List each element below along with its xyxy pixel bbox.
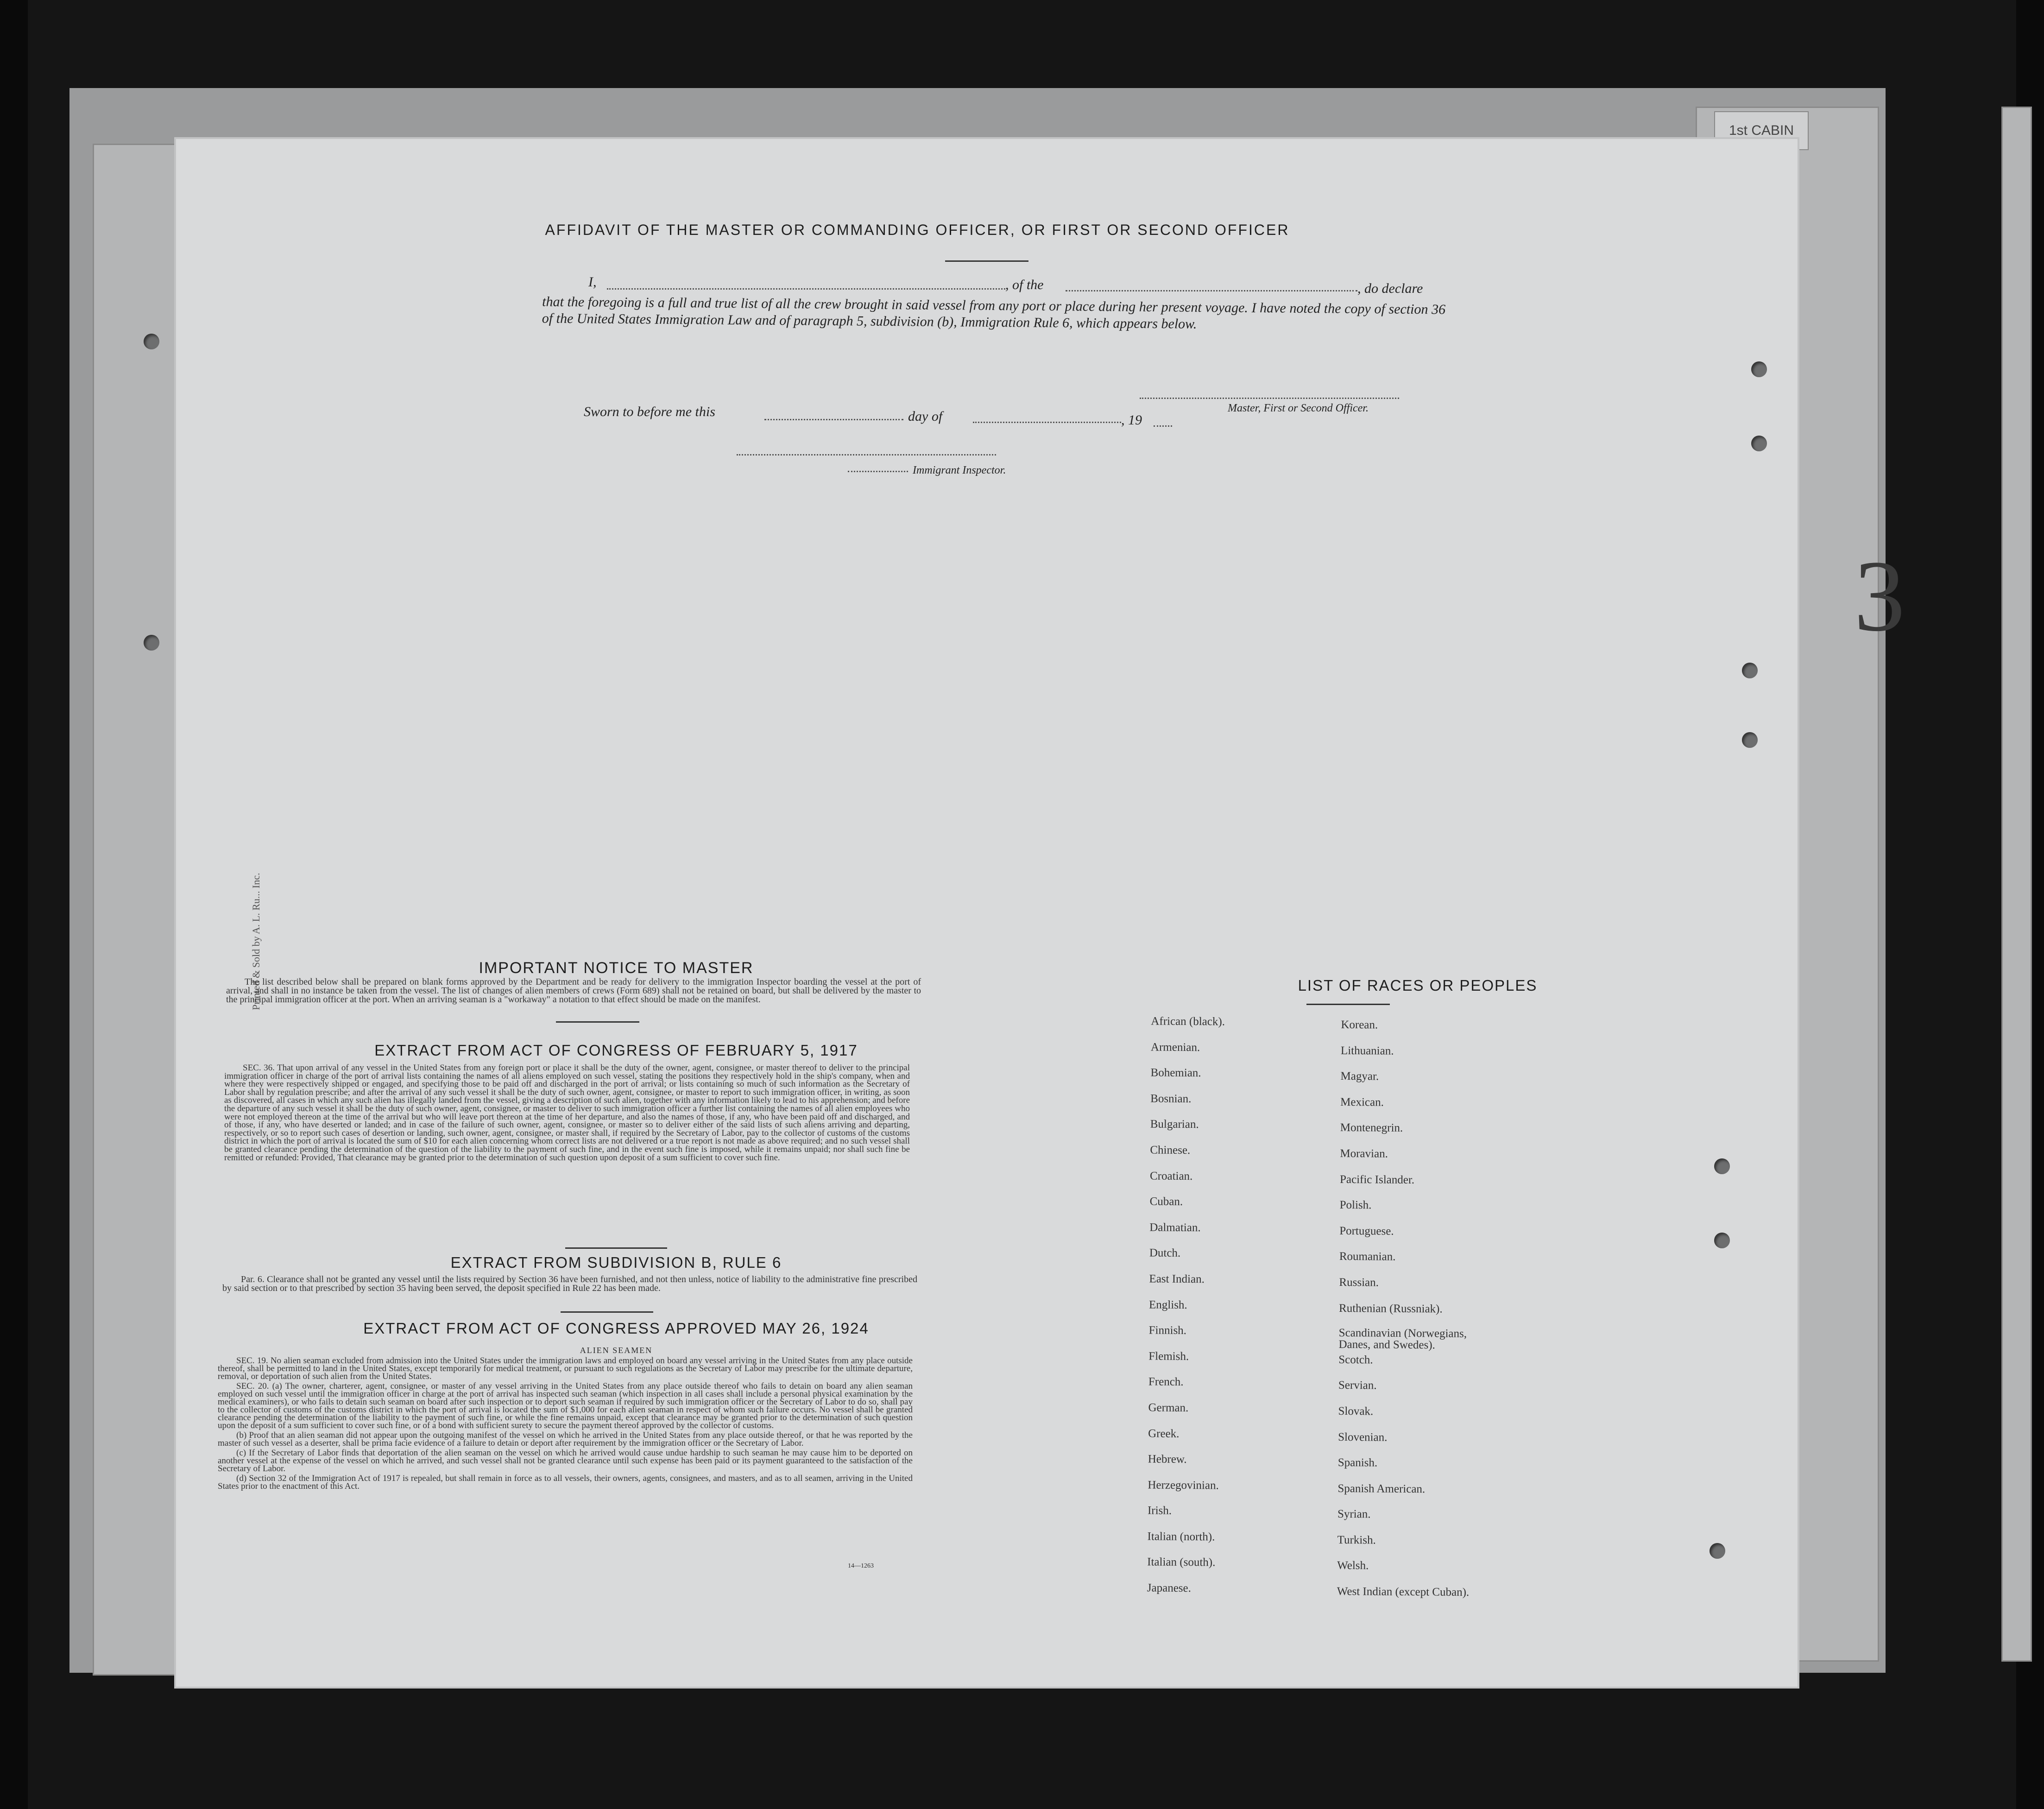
punch-hole [1714, 1233, 1730, 1248]
race-item: Herzegovinian. [1148, 1479, 1219, 1492]
races-title: LIST OF RACES OR PEOPLES [1298, 977, 1538, 994]
affidavit-body: that the foregoing is a full and true list of all the crew brought in said vessel from any port or place during her present voyage. I have noted the copy of section 36 of the United States Immigration Law and of paragraph 5, subdivision (b), Immigration Rule 6, which appears below. [542, 294, 1446, 332]
race-item: Korean. [1341, 1018, 1378, 1031]
race-item: Flemish. [1148, 1350, 1189, 1363]
race-item: Roumanian. [1339, 1250, 1396, 1264]
race-item: Hebrew. [1148, 1453, 1187, 1466]
races-rule [1306, 1004, 1390, 1005]
race-item: Russian. [1339, 1276, 1379, 1289]
race-item: Chinese. [1150, 1144, 1191, 1157]
sworn-month-field[interactable] [973, 422, 1121, 423]
race-item: Montenegrin. [1340, 1121, 1403, 1135]
race-item: West Indian (except Cuban). [1337, 1585, 1470, 1599]
extract-rule6-title: EXTRACT FROM SUBDIVISION B, RULE 6 [450, 1254, 782, 1271]
race-item: Ruthenian (Russniak). [1339, 1302, 1443, 1316]
punch-hole [1751, 436, 1767, 451]
race-item: Spanish. [1337, 1456, 1378, 1469]
race-item: Turkish. [1337, 1533, 1376, 1547]
race-item: Greek. [1148, 1427, 1180, 1440]
race-item: Spanish American. [1337, 1482, 1426, 1495]
race-item: Bulgarian. [1150, 1118, 1199, 1131]
punch-hole [144, 635, 159, 651]
race-item: Servian. [1338, 1379, 1377, 1392]
extract-rule6-rule [561, 1311, 653, 1313]
race-item: Scotch. [1338, 1353, 1373, 1366]
inspector-signature-label: Immigrant Inspector. [913, 464, 1006, 476]
extract-rule6-paragraph: Par. 6. Clearance shall not be granted any vessel until the lists required by Section 36 have been furnished, and not then unless, notice of liability to the administrative fine prescribed by said section or to that prescribed by section 35 having been served, the deposit specified in Rule 22 has been made. [222, 1274, 917, 1293]
race-item: Mexican. [1340, 1095, 1384, 1109]
master-signature-label: Master, First or Second Officer. [1228, 402, 1369, 414]
race-item: Lithuanian. [1340, 1044, 1394, 1057]
affidavit-i: I, [588, 274, 597, 290]
race-item: Bohemian. [1150, 1066, 1201, 1080]
race-item: Moravian. [1340, 1147, 1388, 1160]
sworn-text: Sworn to before me this [584, 404, 715, 419]
race-item: Syrian. [1337, 1508, 1371, 1521]
race-item: Finnish. [1148, 1324, 1187, 1337]
race-item: Armenian. [1150, 1041, 1200, 1054]
race-item: German. [1148, 1401, 1189, 1414]
affidavit-title: AFFIDAVIT OF THE MASTER OR COMMANDING OFFICER, OR FIRST OR SECOND OFFICER [545, 221, 1290, 238]
extract-1924-paragraph: (c) If the Secretary of Labor finds that deportation of the alien seaman on the vessel on which he arrived would cause undue hardship to such seaman he may cause him to be deported on another vessel at the expense of the vessel on which he arrived, and such vessel shall not be granted clearance until such expense has been paid or its payment guaranteed to the satisfaction of the Secretary of Labor. [218, 1448, 913, 1474]
races-left-column [1147, 1014, 1225, 1607]
sworn-day-field[interactable] [764, 419, 903, 420]
day-of-text: day of [908, 409, 943, 424]
race-item: Dutch. [1149, 1246, 1181, 1260]
extract-1924-title: EXTRACT FROM ACT OF CONGRESS APPROVED MAY 26, 1924 [363, 1320, 869, 1337]
race-item: African (black). [1151, 1015, 1225, 1028]
race-item: Slovenian. [1338, 1430, 1388, 1444]
notice-title: IMPORTANT NOTICE TO MASTER [479, 959, 754, 977]
race-item: Magyar. [1340, 1070, 1379, 1083]
race-item: East Indian. [1149, 1272, 1205, 1286]
race-item: Italian (south). [1147, 1556, 1216, 1569]
form-number: 14—1263 [848, 1562, 874, 1569]
race-item: Italian (north). [1147, 1530, 1215, 1543]
affidavit-title-rule [945, 260, 1028, 262]
notice-paragraph: The list described below shall be prepared on blank forms approved by the Department and be ready for delivery to the immigration Inspector boarding the vessel at the port of arrival, and shall in no instance be taken from the vessel. The list of changes of alien members of crews (Form 689) shall not be retained on board, but shall be delivered by the master to the principal immigration officer at the port. When an arriving seaman is a "workaway" a notation to that effect should be made on the manifest. [226, 977, 921, 1005]
race-item: Pacific Islander. [1339, 1173, 1415, 1186]
extract-1924-text [218, 1357, 913, 1492]
extract-rule6-text [222, 1275, 917, 1295]
inspector-signature-line-2[interactable] [848, 471, 908, 472]
race-item: Slovak. [1338, 1404, 1374, 1418]
vessel-field[interactable] [1066, 290, 1357, 291]
affidavit-of-the: , of the [1005, 277, 1044, 292]
master-signature-line[interactable] [1140, 398, 1399, 399]
film-strip-left [0, 0, 28, 1809]
punch-hole [1742, 732, 1758, 748]
year-text: , 19 [1121, 412, 1142, 428]
extract-1924-paragraph: (d) Section 32 of the Immigration Act of 1917 is repealed, but shall remain in force as to all vessels, their owners, agents, consignees, and masters, and as to all seamen, arriving in the United States prior to the enactment of this Act. [218, 1474, 913, 1491]
cabin-tab: 1st CABIN [1714, 111, 1809, 150]
race-item: English. [1149, 1298, 1187, 1311]
document-page [176, 139, 1798, 1687]
name-field[interactable] [607, 288, 1005, 290]
printer-imprint: Printed & Sold by A. L. Ru... Inc. [250, 873, 262, 1010]
punch-hole [1714, 1158, 1730, 1174]
race-item: Welsh. [1337, 1559, 1369, 1572]
punch-hole [1710, 1543, 1725, 1559]
punch-hole [1751, 361, 1767, 377]
handwritten-mark: 3 [1854, 539, 1905, 652]
race-item: Portuguese. [1339, 1224, 1394, 1238]
extract-1917-title: EXTRACT FROM ACT OF CONGRESS OF FEBRUARY 5, 1917 [374, 1042, 858, 1059]
extract-1924-subtitle: ALIEN SEAMEN [580, 1346, 653, 1355]
punch-hole [1742, 663, 1758, 678]
extract-1917-paragraph: SEC. 36. That upon arrival of any vessel in the United States from any foreign port or place it shall be the duty of the owner, agent, consignee, or master thereof to deliver to the principal immigration officer in charge of the port of arrival lists containing the names of all aliens employed on such vessel, stating the positions they respectively hold in the ship's company, when and where they were respectively shipped or engaged, and specifying those to be paid off and discharged in the port of arrival; or lists containing so much of such information as the Secretary of Labor shall by regulation prescribe; and after the arrival of any such vessel it shall be the duty of such owner, agent, consignee, or master to report to such immigration officer, in writing, as soon as discovered, all cases in which any such alien has illegally landed from the vessel, giving a description of such alien, together with any information likely to lead to his apprehension; and before the departure of any such vessel it shall be the duty of such owner, agent, consignee, or master to deliver to such immigration officer a further list containing the names of all alien employees who were not employed thereon at the time of the arrival but who will leave port thereon at the time of her departure, and also the names of those, if any, who have been paid off and discharged, and of those, if any, who have deserted or landed; and in case of the failure of such owner, agent, consignee, or master so to deliver either of the said lists of such aliens arriving and departing, respectively, or so to report such cases of desertion or landing, such owner, agent, consignee, or master shall, if required by the Secretary of Labor, pay to the collector of customs of the customs district in which the port of arrival is located the sum of $10 for each alien concerning whom correct lists are not delivered or a true report is not made as above required; and no such vessel shall be granted clearance pending the determination of the question of the liability to the payment of such fine, and in the event such fine is imposed, while it remains unpaid; nor shall such fine be remitted or refunded: Provided, That clearance may be granted prior to the determination of such question upon deposit of a sum sufficient to cover such fine. [224, 1063, 910, 1163]
punch-hole [144, 334, 159, 349]
sworn-year-field[interactable] [1154, 425, 1172, 427]
races-right-column [1337, 1018, 1480, 1612]
race-item: Scandinavian (Norwegians, Danes, and Swedes). [1338, 1327, 1467, 1352]
race-item: Irish. [1147, 1504, 1172, 1518]
race-item: Cuban. [1149, 1195, 1183, 1208]
inspector-signature-line[interactable] [737, 454, 996, 455]
race-item: Dalmatian. [1149, 1221, 1201, 1234]
back-sheet-far-right [2001, 107, 2032, 1662]
race-item: Japanese. [1147, 1581, 1192, 1595]
extract-1924-paragraph: SEC. 20. (a) The owner, charterer, agent, consignee, or master of any vessel arriving in the United States from any place outside thereof who fails to detain on board any alien seaman employed on such vessel until the immigration officer in charge at the port of arrival has inspected such seaman (which inspection in all cases shall include a personal physical examination by the medical examiners), or who fails to detain such seaman on board after such inspection or to deport such seaman if required by such immigration officer or the Secretary of Labor to do so, shall pay to the collector of customs of the customs district in which the port of arrival is located the sum of $1,000 for each alien seaman in respect of whom such failure occurs. No vessel shall be granted clearance pending the determination of the liability to the payment of such fine, or while the fine remains unpaid, except that clearance may be granted prior to the determination of such question upon the deposit of a sum sufficient to cover such fine, or of a bond with sufficient surety to secure the payment thereof approved by the collector of customs. [218, 1381, 913, 1430]
race-item: Polish. [1339, 1199, 1372, 1212]
notice-rule [556, 1021, 639, 1023]
extract-1917-rule [565, 1247, 667, 1249]
extract-1924-paragraph: (b) Proof that an alien seaman did not appear upon the outgoing manifest of the vessel on which he arrived in the United States from any place outside thereof, or that he was reported by the master of such vessel as a deserter, shall be prima facie evidence of a failure to detain or deport after requirement by the immigration officer or the Secretary of Labor. [218, 1430, 913, 1448]
extract-1917-text [224, 1064, 910, 1164]
race-item: Croatian. [1149, 1170, 1193, 1183]
race-item: Bosnian. [1150, 1092, 1192, 1105]
race-item: French. [1148, 1375, 1184, 1389]
affidavit-declare: , do declare [1357, 281, 1423, 296]
notice-text [226, 978, 921, 1006]
extract-1924-paragraph: SEC. 19. No alien seaman excluded from admission into the United States under the immigration laws and employed on board any vessel arriving in the United States from any place outside thereof, shall be permitted to land in the United States, except temporarily for medical treatment, or pursuant to such regulations as the Secretary of Labor may prescribe for the ultimate departure, removal, or deportation of such alien from the United States. [218, 1356, 913, 1381]
